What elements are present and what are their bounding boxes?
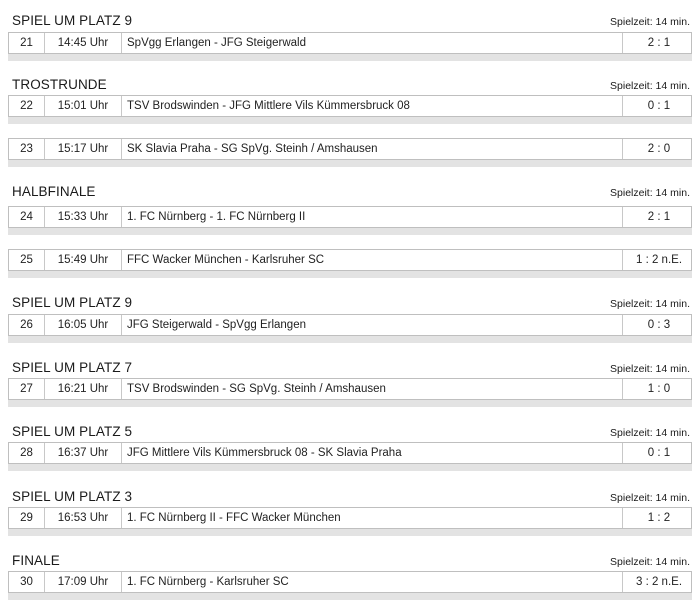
match-row[interactable] <box>8 32 692 54</box>
match-teams[interactable]: 1. FC Nürnberg II - FFC Wacker München <box>122 508 623 528</box>
section-title: SPIEL UM PLATZ 7 <box>12 360 133 375</box>
match-teams[interactable]: JFG Steigerwald - SpVgg Erlangen <box>122 315 623 335</box>
section-duration: Spielzeit: 14 min. <box>610 187 690 199</box>
row-separator <box>8 400 692 407</box>
section-finale <box>0 550 700 588</box>
match-number: 30 <box>9 572 45 592</box>
section-duration: Spielzeit: 14 min. <box>610 298 690 310</box>
match-teams[interactable]: SpVgg Erlangen - JFG Steigerwald <box>122 33 623 53</box>
match-row[interactable] <box>8 249 692 271</box>
section-header <box>0 74 700 95</box>
section-title: FINALE <box>12 553 60 568</box>
match-number: 24 <box>9 207 45 227</box>
match-time: 17:09 Uhr <box>45 572 122 592</box>
match-teams[interactable]: TSV Brodswinden - JFG Mittlere Vils Kümmersbruck 08 <box>122 96 623 116</box>
match-score: 3 : 2 n.E. <box>635 576 683 588</box>
section-title: SPIEL UM PLATZ 3 <box>12 489 133 504</box>
match-number: 27 <box>9 379 45 399</box>
row-separator <box>8 228 692 235</box>
section-spiel-um-platz-9 <box>0 10 700 49</box>
match-score: 1 : 2 <box>647 512 671 524</box>
row-separator <box>8 464 692 471</box>
row-separator <box>8 529 692 536</box>
match-number: 25 <box>9 250 45 270</box>
match-row[interactable] <box>8 571 692 593</box>
section-header <box>0 421 700 442</box>
match-number: 26 <box>9 315 45 335</box>
match-row[interactable] <box>8 378 692 400</box>
match-teams[interactable]: FFC Wacker München - Karlsruher SC <box>122 250 623 270</box>
row-separator <box>8 117 692 124</box>
match-number: 23 <box>9 139 45 159</box>
match-teams[interactable]: SK Slavia Praha - SG SpVg. Steinh / Amshausen <box>122 139 623 159</box>
match-row[interactable] <box>8 138 692 160</box>
section-spiel-um-platz-5 <box>0 421 700 459</box>
match-teams[interactable]: 1. FC Nürnberg - 1. FC Nürnberg II <box>122 207 623 227</box>
section-spiel-um-platz-7 <box>0 357 700 395</box>
row-separator <box>8 54 692 61</box>
section-trostrunde <box>0 74 700 155</box>
match-row[interactable] <box>8 95 692 117</box>
match-score: 2 : 1 <box>647 37 671 49</box>
match-number: 21 <box>9 33 45 53</box>
section-header <box>0 181 700 202</box>
match-score: 0 : 3 <box>647 319 671 331</box>
match-score: 2 : 0 <box>647 143 671 155</box>
section-duration: Spielzeit: 14 min. <box>610 80 690 92</box>
row-separator <box>8 271 692 278</box>
match-time: 15:01 Uhr <box>45 96 122 116</box>
match-row[interactable] <box>8 314 692 336</box>
section-header <box>0 10 700 31</box>
match-score: 1 : 2 n.E. <box>635 254 683 266</box>
match-time: 16:37 Uhr <box>45 443 122 463</box>
row-separator <box>8 336 692 343</box>
section-title: SPIEL UM PLATZ 9 <box>12 295 133 310</box>
section-spiel-um-platz-9-b <box>0 292 700 331</box>
section-title: TROSTRUNDE <box>12 77 107 92</box>
match-time: 16:21 Uhr <box>45 379 122 399</box>
match-score: 0 : 1 <box>647 100 671 112</box>
section-header <box>0 486 700 507</box>
match-time: 15:33 Uhr <box>45 207 122 227</box>
section-halbfinale <box>0 181 700 266</box>
match-teams[interactable]: TSV Brodswinden - SG SpVg. Steinh / Amshausen <box>122 379 623 399</box>
match-row[interactable] <box>8 507 692 529</box>
match-time: 15:49 Uhr <box>45 250 122 270</box>
match-number: 28 <box>9 443 45 463</box>
match-time: 15:17 Uhr <box>45 139 122 159</box>
section-duration: Spielzeit: 14 min. <box>610 427 690 439</box>
section-duration: Spielzeit: 14 min. <box>610 363 690 375</box>
section-title: SPIEL UM PLATZ 9 <box>12 13 133 28</box>
match-time: 16:53 Uhr <box>45 508 122 528</box>
row-separator <box>8 160 692 167</box>
section-spiel-um-platz-3 <box>0 486 700 524</box>
section-header <box>0 292 700 313</box>
match-number: 29 <box>9 508 45 528</box>
match-score: 1 : 0 <box>647 383 671 395</box>
match-teams[interactable]: JFG Mittlere Vils Kümmersbruck 08 - SK Slavia Praha <box>122 443 623 463</box>
match-score: 2 : 1 <box>647 211 671 223</box>
match-time: 14:45 Uhr <box>45 33 122 53</box>
match-time: 16:05 Uhr <box>45 315 122 335</box>
section-duration: Spielzeit: 14 min. <box>610 492 690 504</box>
section-header <box>0 550 700 571</box>
match-row[interactable] <box>8 442 692 464</box>
section-title: SPIEL UM PLATZ 5 <box>12 424 133 439</box>
match-score: 0 : 1 <box>647 447 671 459</box>
section-header <box>0 357 700 378</box>
section-duration: Spielzeit: 14 min. <box>610 556 690 568</box>
row-separator <box>8 593 692 600</box>
section-title: HALBFINALE <box>12 184 96 199</box>
match-teams[interactable]: 1. FC Nürnberg - Karlsruher SC <box>122 572 623 592</box>
section-duration: Spielzeit: 14 min. <box>610 16 690 28</box>
match-row[interactable] <box>8 206 692 228</box>
match-number: 22 <box>9 96 45 116</box>
